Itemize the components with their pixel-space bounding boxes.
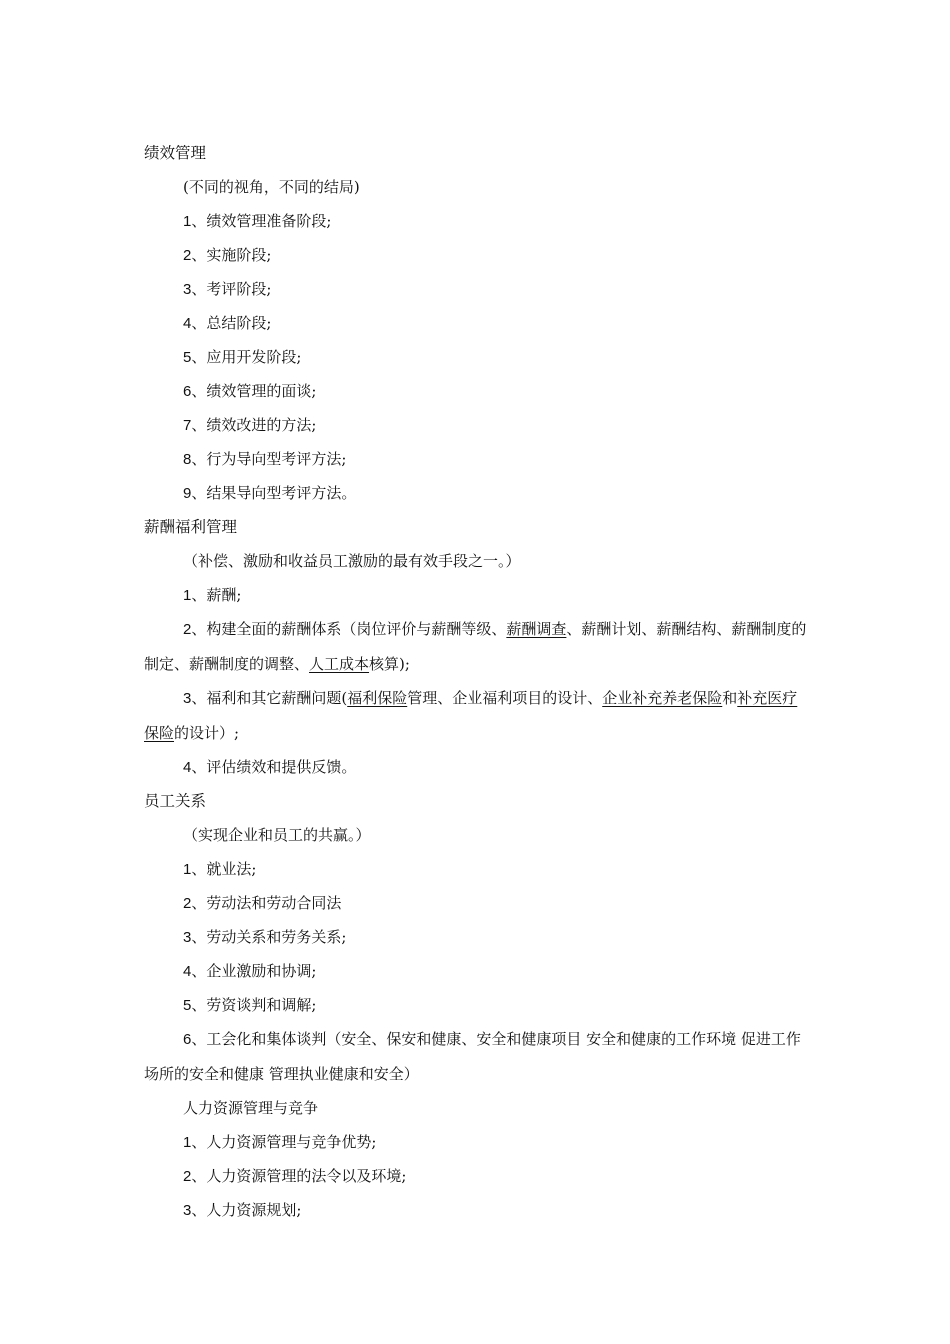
section-heading-compensation: 薪酬福利管理 — [144, 518, 238, 536]
section-note: （实现企业和员工的共赢。） — [183, 826, 371, 844]
list-item: 1、人力资源管理与竞争优势; — [183, 1133, 377, 1151]
list-item: 5、劳资谈判和调解; — [183, 996, 317, 1014]
list-item: 3、福利和其它薪酬问题(福利保险管理、企业福利项目的设计、企业补充养老保险和补充医疗保险的设计）; — [144, 689, 798, 742]
list-item: 1、就业法; — [183, 860, 257, 878]
list-item: 3、考评阶段; — [183, 280, 272, 298]
section-note: （补偿、激励和收益员工激励的最有效手段之一。） — [183, 552, 521, 570]
link-labor-cost[interactable]: 人工成本 — [309, 655, 370, 673]
section-note: (不同的视角，不同的结局) — [183, 178, 360, 196]
list-item: 6、绩效管理的面谈; — [183, 382, 317, 400]
list-item: 3、人力资源规划; — [183, 1201, 302, 1219]
list-item: 7、绩效改进的方法; — [183, 416, 317, 434]
list-item: 4、总结阶段; — [183, 314, 272, 332]
link-salary-survey[interactable]: 薪酬调查 — [506, 620, 567, 638]
link-enterprise-pension[interactable]: 企业补充养老保险 — [602, 689, 723, 707]
list-item: 8、行为导向型考评方法; — [183, 450, 347, 468]
link-welfare-insurance[interactable]: 福利保险 — [347, 689, 408, 707]
list-item: 4、企业激励和协调; — [183, 962, 317, 980]
list-item: 3、劳动关系和劳务关系; — [183, 928, 347, 946]
list-item: 2、劳动法和劳动合同法 — [183, 894, 342, 912]
list-item: 2、实施阶段; — [183, 246, 272, 264]
document-content — [144, 136, 809, 1227]
list-item: 9、结果导向型考评方法。 — [183, 484, 357, 502]
list-item: 1、绩效管理准备阶段; — [183, 212, 332, 230]
section-heading-performance: 绩效管理 — [144, 144, 207, 162]
list-item: 4、评估绩效和提供反馈。 — [183, 758, 357, 776]
section-heading-hr-competition: 人力资源管理与竞争 — [183, 1099, 319, 1117]
section-heading-employee-relations: 员工关系 — [144, 792, 207, 810]
list-item: 6、工会化和集体谈判（安全、保安和健康、安全和健康项目 安全和健康的工作环境 促进工作场所的安全和健康 管理执业健康和安全） — [144, 1030, 801, 1083]
list-item: 2、人力资源管理的法令以及环境; — [183, 1167, 407, 1185]
link-supplementary-medical[interactable]: 补充医疗保险 — [144, 689, 798, 742]
list-item: 2、构建全面的薪酬体系（岗位评价与薪酬等级、薪酬调查、薪酬计划、薪酬结构、薪酬制度的制定、薪酬制度的调整、人工成本核算); — [144, 620, 807, 673]
list-item: 1、薪酬; — [183, 586, 242, 604]
list-item: 5、应用开发阶段; — [183, 348, 302, 366]
